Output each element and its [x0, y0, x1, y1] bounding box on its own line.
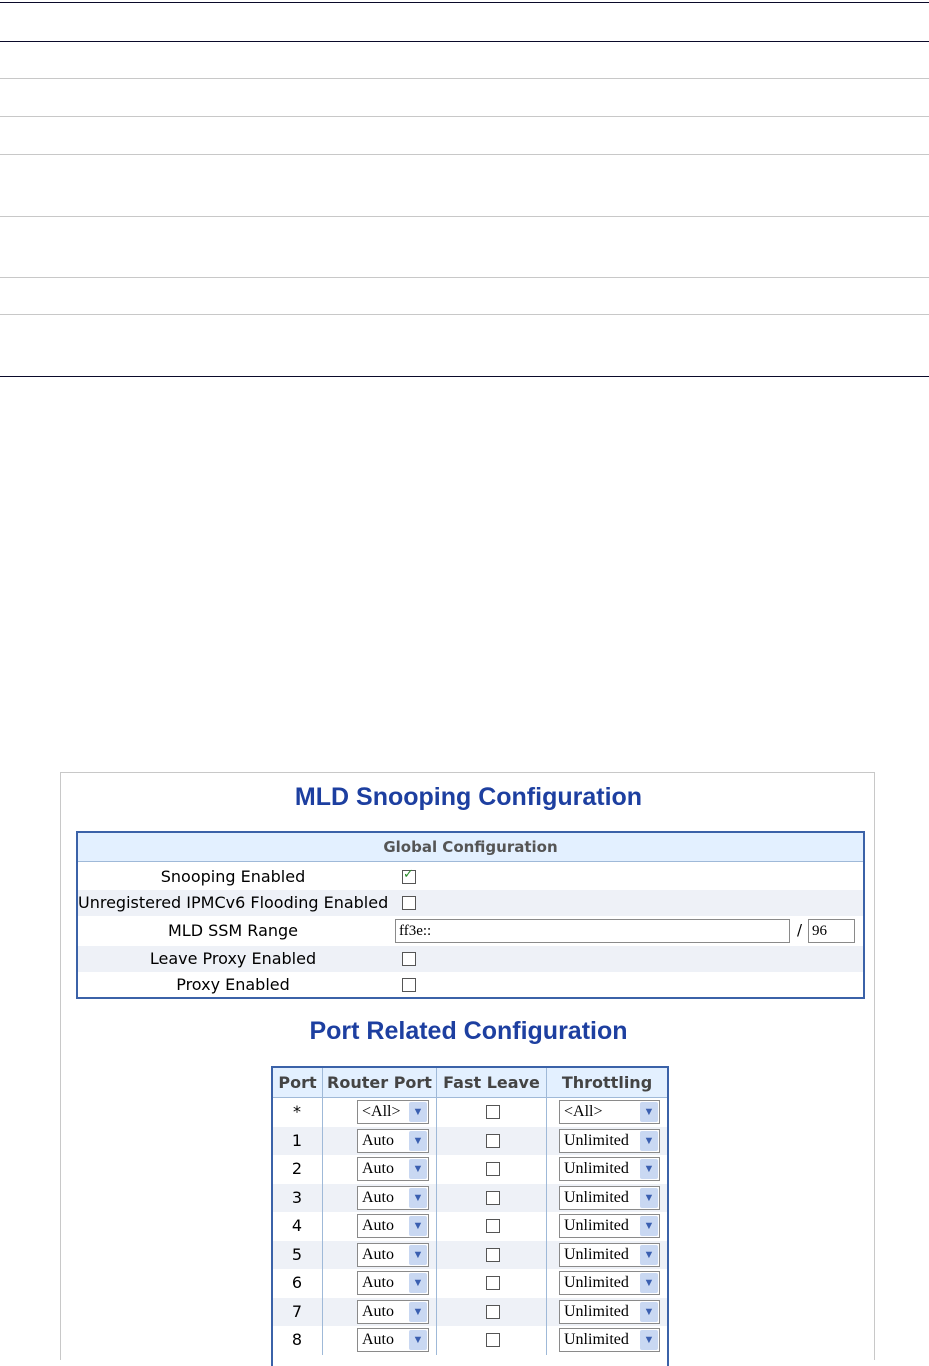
port-number: 6 — [291, 1273, 303, 1292]
chevron-down-icon[interactable]: ▼ — [409, 1302, 427, 1322]
chevron-down-icon[interactable]: ▼ — [409, 1330, 427, 1350]
col-header-router-port: Router Port — [323, 1068, 437, 1098]
global-config-header: Global Configuration — [78, 833, 863, 862]
column-divider — [436, 1184, 437, 1213]
chevron-down-icon[interactable]: ▼ — [640, 1188, 658, 1208]
throttling-select[interactable] — [559, 1300, 660, 1324]
ssm-range-label: MLD SSM Range — [167, 921, 299, 940]
throttling-value: <All> — [564, 1103, 603, 1120]
fast-leave-checkbox[interactable] — [486, 1162, 500, 1176]
chevron-down-icon[interactable]: ▼ — [409, 1159, 427, 1179]
column-divider — [546, 1241, 547, 1270]
column-divider — [436, 1326, 437, 1355]
throttling-select[interactable] — [559, 1271, 660, 1295]
chevron-down-icon[interactable]: ▼ — [640, 1159, 658, 1179]
chevron-down-icon[interactable]: ▼ — [640, 1302, 658, 1322]
column-divider — [436, 1298, 437, 1327]
fast-leave-checkbox[interactable] — [486, 1305, 500, 1319]
row-leave-proxy — [78, 946, 863, 972]
doc-rule — [0, 116, 929, 117]
chevron-down-icon[interactable]: ▼ — [409, 1216, 427, 1236]
chevron-down-icon[interactable]: ▼ — [640, 1131, 658, 1151]
port-number: 7 — [291, 1301, 303, 1321]
port-number: 1 — [291, 1130, 303, 1150]
column-divider — [546, 1212, 547, 1241]
proxy-enabled-checkbox[interactable] — [402, 978, 416, 992]
global-config-table — [76, 831, 865, 999]
port-number: 2 — [291, 1159, 303, 1178]
router-port-select[interactable] — [357, 1300, 429, 1324]
chevron-down-icon[interactable]: ▼ — [409, 1131, 427, 1151]
router-port-select[interactable] — [357, 1186, 429, 1210]
column-divider — [546, 1155, 547, 1184]
column-divider — [436, 1212, 437, 1241]
column-divider — [546, 1269, 547, 1298]
throttling-value: Unlimited — [564, 1331, 629, 1348]
ssm-range-separator: / — [797, 921, 803, 939]
chevron-down-icon[interactable]: ▼ — [640, 1273, 658, 1293]
chevron-down-icon[interactable]: ▼ — [640, 1330, 658, 1350]
throttling-value: Unlimited — [564, 1302, 629, 1320]
column-divider — [546, 1326, 547, 1355]
throttling-select[interactable] — [559, 1328, 660, 1352]
column-divider — [322, 1298, 323, 1327]
router-port-value: Auto — [362, 1217, 394, 1234]
port-row — [273, 1212, 667, 1241]
throttling-value: Unlimited — [564, 1217, 629, 1234]
port-section-title: Port Related Configuration — [309, 1017, 628, 1045]
doc-rule — [0, 314, 929, 315]
doc-rule — [0, 154, 929, 155]
router-port-value: Auto — [362, 1188, 394, 1206]
router-port-select[interactable] — [357, 1129, 429, 1153]
port-row — [273, 1127, 667, 1156]
row-proxy-enabled — [78, 972, 863, 998]
router-port-value: Auto — [362, 1331, 394, 1348]
doc-rule-top — [0, 2, 929, 3]
port-number: 5 — [291, 1244, 303, 1264]
port-number: 8 — [291, 1330, 303, 1349]
throttling-select[interactable] — [559, 1157, 660, 1181]
router-port-value: <All> — [362, 1103, 401, 1120]
port-row — [273, 1184, 667, 1213]
ssm-range-address-input[interactable]: ff3e:: — [395, 919, 790, 943]
doc-rule — [0, 78, 929, 79]
unregistered-flooding-checkbox[interactable] — [402, 896, 416, 910]
snooping-enabled-checkbox[interactable] — [402, 870, 416, 884]
port-config-table — [271, 1066, 669, 1366]
port-row — [273, 1098, 667, 1127]
throttling-select[interactable] — [559, 1243, 660, 1267]
chevron-down-icon[interactable]: ▼ — [409, 1102, 427, 1122]
chevron-down-icon[interactable]: ▼ — [409, 1273, 427, 1293]
router-port-select[interactable] — [357, 1157, 429, 1181]
port-number: 4 — [291, 1216, 303, 1235]
port-row — [273, 1269, 667, 1298]
snooping-enabled-label: Snooping Enabled — [160, 867, 306, 886]
chevron-down-icon[interactable]: ▼ — [640, 1245, 658, 1265]
column-divider — [546, 1184, 547, 1213]
doc-rule-bottom — [0, 376, 929, 377]
column-divider — [322, 1269, 323, 1298]
leave-proxy-checkbox[interactable] — [402, 952, 416, 966]
fast-leave-checkbox[interactable] — [486, 1276, 500, 1290]
throttling-select[interactable] — [559, 1186, 660, 1210]
fast-leave-checkbox[interactable] — [486, 1333, 500, 1347]
col-header-port: Port — [273, 1068, 323, 1098]
column-divider — [322, 1212, 323, 1241]
column-divider — [546, 1098, 547, 1127]
column-divider — [322, 1098, 323, 1127]
port-row — [273, 1155, 667, 1184]
column-divider — [436, 1127, 437, 1156]
chevron-down-icon[interactable]: ▼ — [409, 1188, 427, 1208]
throttling-value: Unlimited — [564, 1274, 629, 1291]
throttling-select[interactable] — [559, 1100, 660, 1124]
fast-leave-checkbox[interactable] — [486, 1248, 500, 1262]
router-port-select[interactable] — [357, 1214, 429, 1238]
row-unregistered-flooding — [78, 890, 863, 916]
doc-rule — [0, 41, 929, 42]
proxy-enabled-label: Proxy Enabled — [176, 975, 290, 994]
ssm-range-prefix-input[interactable]: 96 — [808, 919, 855, 943]
fast-leave-checkbox[interactable] — [486, 1105, 500, 1119]
column-divider — [546, 1298, 547, 1327]
port-row — [273, 1326, 667, 1355]
page-title: MLD Snooping Configuration — [294, 783, 643, 811]
column-divider — [436, 1241, 437, 1270]
router-port-select[interactable] — [357, 1100, 429, 1124]
port-number: * — [293, 1102, 301, 1121]
fast-leave-checkbox[interactable] — [486, 1219, 500, 1233]
column-divider — [436, 1269, 437, 1298]
unregistered-flooding-label: Unregistered IPMCv6 Flooding Enabled — [78, 893, 389, 912]
port-row — [273, 1241, 667, 1270]
throttling-select[interactable] — [559, 1129, 660, 1153]
column-divider — [322, 1184, 323, 1213]
column-divider — [322, 1326, 323, 1355]
column-divider — [546, 1127, 547, 1156]
throttling-value: Unlimited — [564, 1131, 629, 1149]
throttling-value: Unlimited — [564, 1188, 629, 1206]
router-port-value: Auto — [362, 1245, 394, 1263]
chevron-down-icon[interactable]: ▼ — [640, 1216, 658, 1236]
col-header-throttling: Throttling — [547, 1068, 667, 1098]
port-row — [273, 1298, 667, 1327]
throttling-select[interactable] — [559, 1214, 660, 1238]
row-snooping-enabled — [78, 864, 863, 890]
fast-leave-checkbox[interactable] — [486, 1191, 500, 1205]
column-divider — [436, 1098, 437, 1127]
router-port-select[interactable] — [357, 1243, 429, 1267]
fast-leave-checkbox[interactable] — [486, 1134, 500, 1148]
col-header-fast-leave: Fast Leave — [437, 1068, 547, 1098]
screenshot-frame — [60, 772, 875, 1360]
port-number: 3 — [291, 1187, 303, 1207]
leave-proxy-label: Leave Proxy Enabled — [149, 949, 317, 968]
column-divider — [322, 1241, 323, 1270]
router-port-value: Auto — [362, 1274, 394, 1291]
router-port-value: Auto — [362, 1131, 394, 1149]
column-divider — [322, 1127, 323, 1156]
column-divider — [322, 1155, 323, 1184]
doc-rule — [0, 216, 929, 217]
chevron-down-icon[interactable]: ▼ — [640, 1102, 658, 1122]
throttling-value: Unlimited — [564, 1160, 629, 1177]
router-port-select[interactable] — [357, 1328, 429, 1352]
column-divider — [436, 1155, 437, 1184]
row-ssm-range — [78, 916, 863, 946]
doc-rule — [0, 277, 929, 278]
throttling-value: Unlimited — [564, 1245, 629, 1263]
router-port-value: Auto — [362, 1302, 394, 1320]
router-port-select[interactable] — [357, 1271, 429, 1295]
chevron-down-icon[interactable]: ▼ — [409, 1245, 427, 1265]
router-port-value: Auto — [362, 1160, 394, 1177]
